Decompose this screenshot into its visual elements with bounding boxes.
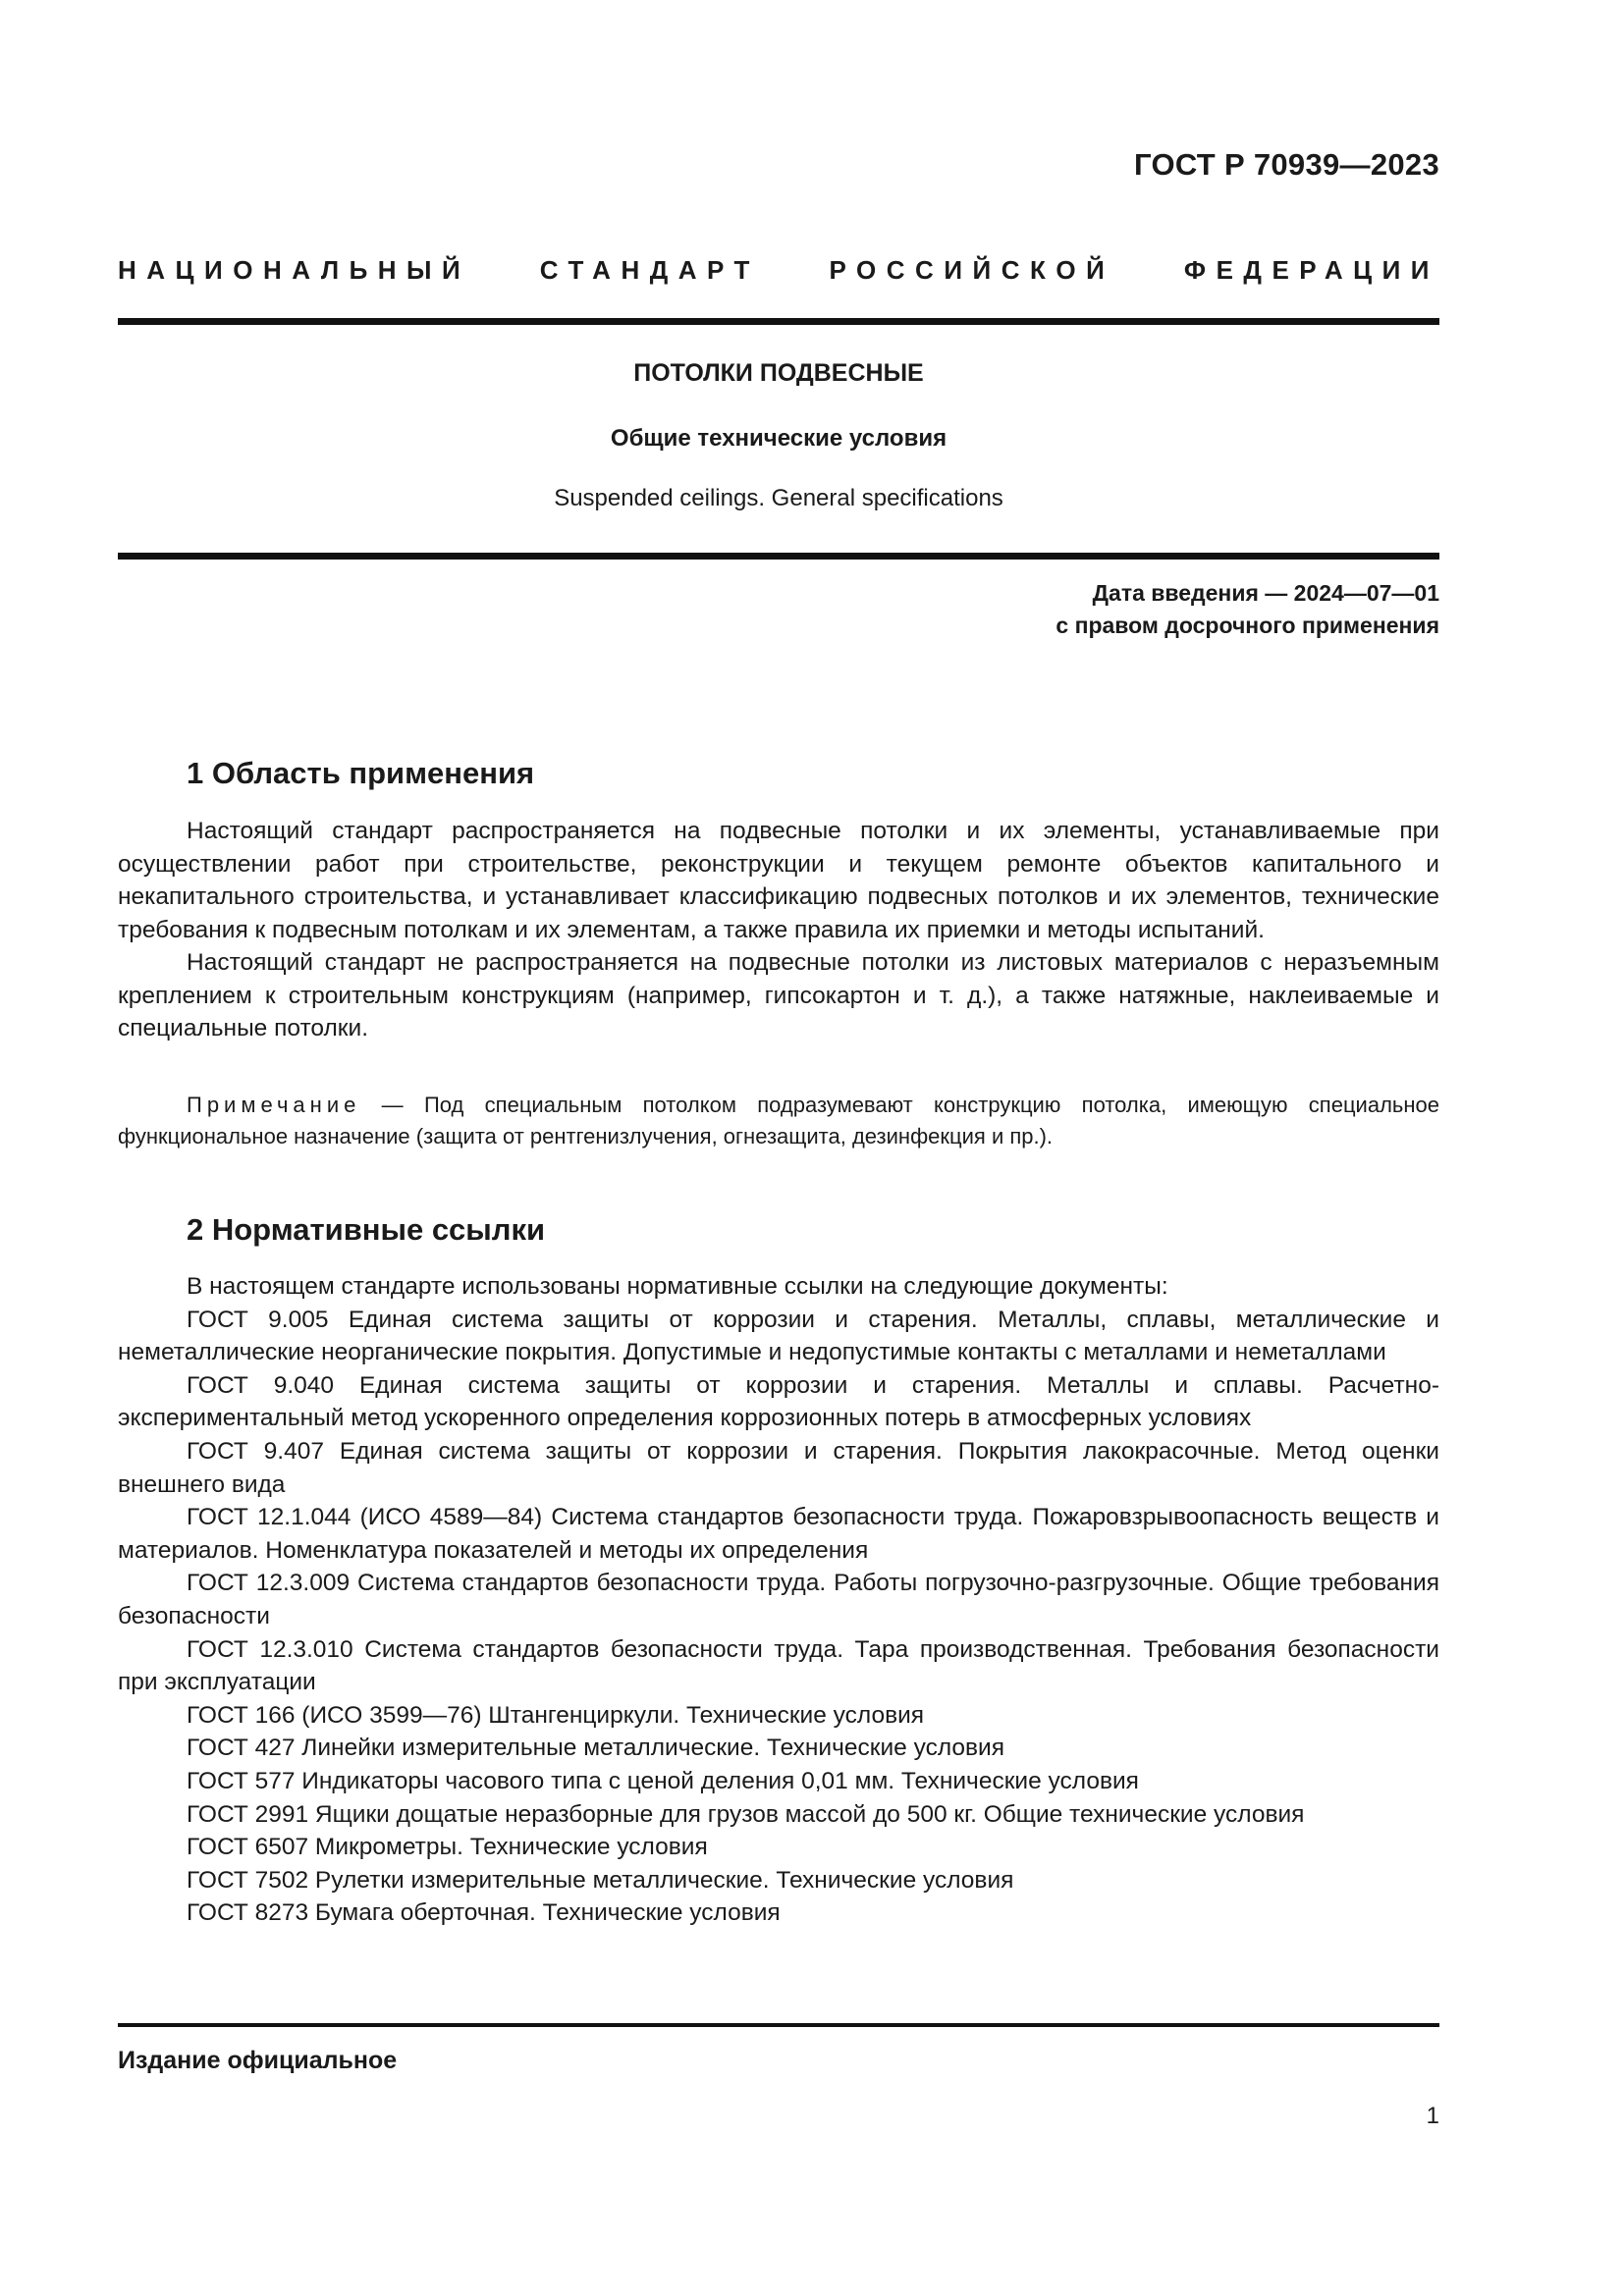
note-text: — Под специальным потолком подразумевают конструкцию потолка, имеющую специальное функциональное назначение (защита от рентгенизлучения, огнезащита, дезинфекция и пр.). bbox=[118, 1093, 1439, 1148]
note-label: Примечание bbox=[187, 1093, 361, 1117]
national-standard-title: НАЦИОНАЛЬНЫЙ СТАНДАРТ РОССИЙСКОЙ ФЕДЕРАЦИИ bbox=[118, 255, 1439, 285]
page-number: 1 bbox=[1426, 2103, 1439, 2129]
section-1-heading: 1 Область применения bbox=[187, 756, 535, 790]
early-application-note: с правом досрочного применения bbox=[1056, 613, 1439, 638]
reference-item: ГОСТ 9.040 Единая система защиты от коррозии и старения. Металлы и сплавы. Расчетно-экспериментальный метод ускоренного определения коррозионных потерь в атмосферных условиях bbox=[118, 1371, 1439, 1432]
section-1-paragraph-2: Настоящий стандарт не распространяется на подвесные потолки из листовых материалов с неразъемным креплением к строительным конструкциям (например, гипсокартон и т. д.), а также натяжные, наклеиваемые и специальные потолки. bbox=[118, 949, 1439, 1041]
introduction-date-block bbox=[1056, 577, 1439, 642]
reference-item: ГОСТ 427 Линейки измерительные металлические. Технические условия bbox=[187, 1735, 1004, 1762]
reference-item: ГОСТ 2991 Ящики дощатые неразборные для грузов массой до 500 кг. Общие технические условия bbox=[187, 1800, 1305, 1828]
reference-item: ГОСТ 9.407 Единая система защиты от коррозии и старения. Покрытия лакокрасочные. Метод оценки внешнего вида bbox=[118, 1437, 1439, 1498]
reference-item: ГОСТ 12.1.044 (ИСО 4589—84) Система стандартов безопасности труда. Пожаровзрывоопасность веществ и материалов. Номенклатура показателей и методы их определения bbox=[118, 1504, 1439, 1564]
reference-item: ГОСТ 7502 Рулетки измерительные металлические. Технические условия bbox=[187, 1866, 1014, 1894]
document-title: ПОТОЛКИ ПОДВЕСНЫЕ bbox=[633, 359, 924, 387]
section-1-note bbox=[118, 1090, 1439, 1152]
reference-item: ГОСТ 8273 Бумага оберточная. Технические условия bbox=[187, 1899, 781, 1927]
reference-item: ГОСТ 12.3.010 Система стандартов безопасности труда. Тара производственная. Требования безопасности при эксплуатации bbox=[118, 1635, 1439, 1696]
footer-divider bbox=[118, 2023, 1439, 2027]
reference-item: ГОСТ 577 Индикаторы часового типа с ценой деления 0,01 мм. Технические условия bbox=[187, 1767, 1139, 1794]
document-subtitle: Общие технические условия bbox=[610, 425, 947, 452]
reference-item: ГОСТ 9.005 Единая система защиты от коррозии и старения. Металлы, сплавы, металлические и неметаллические неорганические покрытия. Допустимые и недопустимые контакты с металлами и неметаллами bbox=[118, 1306, 1439, 1366]
references-intro: В настоящем стандарте использованы нормативные ссылки на следующие документы: bbox=[187, 1273, 1168, 1300]
introduction-date: Дата введения — 2024—07—01 bbox=[1092, 580, 1439, 606]
header-divider bbox=[118, 318, 1439, 325]
document-title-english: Suspended ceilings. General specifications bbox=[554, 485, 1003, 511]
section-1-paragraph-1: Настоящий стандарт распространяется на подвесные потолки и их элементы, устанавливаемые при осуществлении работ при строительстве, реконструкции и текущем ремонте объектов капитального и некапитального строительства, и устанавливает классификацию подвесных потолков и их элементов, технические требования к подвесным потолкам и их элементам, а также правила их приемки и методы испытаний. bbox=[118, 818, 1439, 943]
reference-item: ГОСТ 12.3.009 Система стандартов безопасности труда. Работы погрузочно-разгрузочные. Общие требования безопасности bbox=[118, 1570, 1439, 1629]
normative-references-list bbox=[118, 1270, 1439, 1930]
document-code: ГОСТ Р 70939—2023 bbox=[1134, 147, 1439, 182]
reference-item: ГОСТ 166 (ИСО 3599—76) Штангенциркули. Технические условия bbox=[187, 1701, 925, 1729]
reference-item: ГОСТ 6507 Микрометры. Технические условия bbox=[187, 1834, 708, 1861]
title-divider bbox=[118, 553, 1439, 560]
official-edition-label: Издание официальное bbox=[118, 2047, 398, 2074]
section-2-heading: 2 Нормативные ссылки bbox=[187, 1212, 546, 1247]
section-1-body bbox=[118, 815, 1439, 1045]
